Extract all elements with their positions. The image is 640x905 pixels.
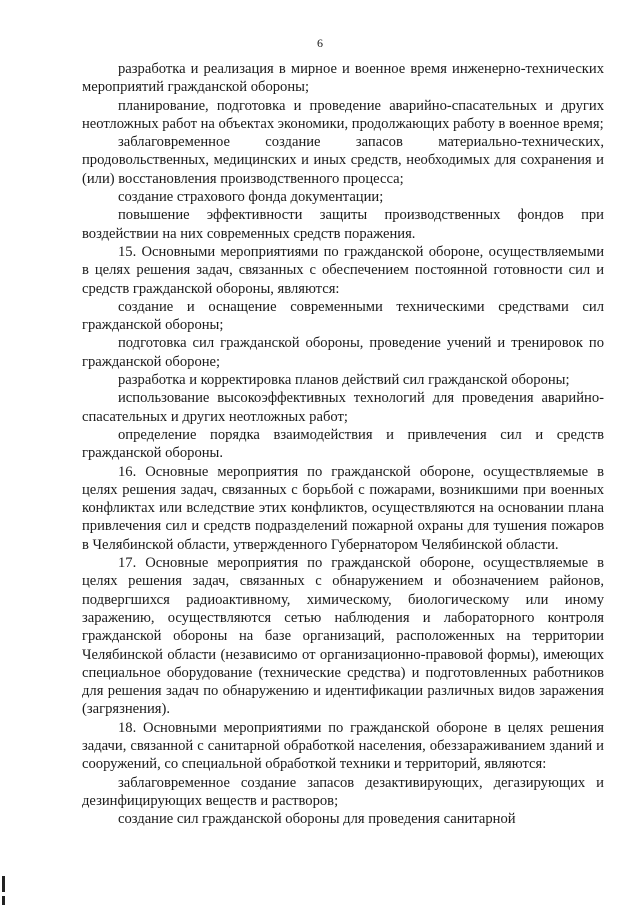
paragraph: разработка и корректировка планов действий сил гражданской обороны; (118, 372, 570, 389)
paragraph: заблаговременное создание запасов дезактивирующих, дегазирующих и дезинфицирующих веществ и растворов; (82, 774, 604, 809)
paragraph: определение порядка взаимодействия и привлечения сил и средств гражданской обороны. (82, 426, 604, 462)
paragraph: заблаговременное создание запасов материально-технических, продовольственных, медицинских и иных средств, необходимых для сохранения и (или) восстановления производственного процесса; (82, 134, 604, 187)
paragraph: подготовка сил гражданской обороны, проведение учений и тренировок по гражданской обороне; (82, 335, 604, 370)
paragraph: 17. Основные мероприятия по гражданской обороне, осуществляемые в целях решения задач, связанных с обнаружением и обозначением районов, подвергшихся радиоактивному, химическому, биологическому или иному заражению, осуществляются сетью наблюдения и лабораторного контроля гражданской обороны на базе организаций, расположенных на территории Челябинской области (независимо от организационно-правовой формы), имеющих специальное оборудование (технические средства) и подготовленных работников для решения задач по обнаружению и идентификации различных видов заражения (загрязнения). (82, 555, 604, 718)
paragraph: 18. Основными мероприятиями по гражданской обороне в целях решения задачи, связанной с санитарной обработкой населения, обеззараживанием зданий и сооружений, со специальной обработкой техники и территорий, являются: (82, 719, 604, 773)
paragraph: 15. Основными мероприятиями по гражданской обороне, осуществляемыми в целях решения задач, связанных с обеспечением постоянной готовности сил и средств гражданской обороны, являются: (82, 243, 604, 297)
document-body (82, 60, 604, 828)
paragraph: повышение эффективности защиты производственных фондов при воздействии на них современных средств поражения. (82, 207, 604, 242)
scan-edge-mark (2, 876, 5, 892)
paragraph: использование высокоэффективных технологий для проведения аварийно-спасательных и других неотложных работ; (82, 390, 604, 425)
paragraph: 16. Основные мероприятия по гражданской обороне, осуществляемые в целях решения задач, связанных с борьбой с пожарами, возникшими при военных конфликтах или вследствие этих конфликтов, осуществляются на основании плана привлечения сил и средств подразделений пожарной охраны для тушения пожаров в Челябинской области, утвержденного Губернатором Челябинской области. (82, 463, 604, 553)
paragraph: разработка и реализация в мирное и военное время инженерно-технических мероприятий гражданской обороны; (82, 61, 604, 96)
paragraph: планирование, подготовка и проведение аварийно-спасательных и других неотложных работ на объектах экономики, продолжающих работу в военное время; (82, 97, 604, 132)
scan-edge-mark (2, 896, 5, 905)
paragraph: создание страхового фонда документации; (118, 189, 384, 206)
paragraph: создание сил гражданской обороны для проведения санитарной (118, 811, 516, 828)
page-number: 6 (317, 36, 323, 50)
paragraph: создание и оснащение современными техническими средствами сил гражданской обороны; (82, 298, 604, 334)
